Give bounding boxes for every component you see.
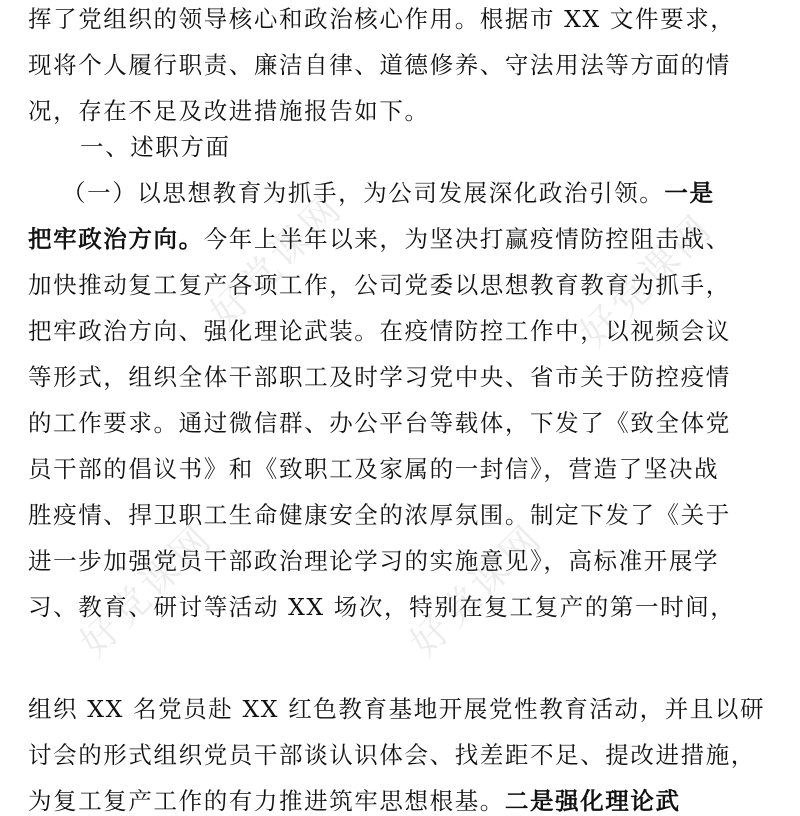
text-line [28,500,778,530]
watermark: 好党课网 [71,515,222,665]
text-line [28,270,778,300]
text-line [28,362,778,392]
line-text: 胜疫情、捍卫职工生命健康安全的浓厚氛围。制定下发了《关于 [28,501,731,529]
text-line [28,592,778,622]
line-text: （一）以思想教育为抓手，为公司发展深化政治引领。 [62,179,665,207]
text-line [28,454,778,484]
line-text: 讨会的形式组织党员干部谈认识体会、找差距不足、提改进措施， [28,741,756,769]
watermark: 好党课网 [401,515,552,665]
text-line [28,408,778,438]
line-text: 现将个人履行职责、廉洁自律、道德修养、守法用法等方面的情 [28,51,731,79]
line-text: 把牢政治方向、强化理论武装。在疫情防控工作中，以视频会议 [28,317,731,345]
text-line [28,546,778,576]
heading-text: 一、述职方面 [80,133,231,161]
text-line [28,4,778,34]
line-text: 习、教育、研讨等活动 XX 场次，特别在复工复产的第一时间， [28,593,736,621]
bold-point-title: 把牢政治方向。 [28,225,204,253]
text-line-cut-off [28,786,778,816]
text-line [28,740,778,770]
line-text: 组织 XX 名党员赴 XX 红色教育基地开展党性教育活动，并且以研 [28,695,766,723]
line-text: 挥了党组织的领导核心和政治核心作用。根据市 XX 文件要求， [28,5,736,33]
text-line [28,316,778,346]
text-line [28,96,778,126]
line-text: 进一步加强党员干部政治理论学习的实施意见》，高标准开展学 [28,547,720,575]
line-text: 员干部的倡议书》和《致职工及家属的一封信》，营造了坚决战 [28,455,720,483]
line-text: 的工作要求。通过微信群、办公平台等载体，下发了《致全体党 [28,409,731,437]
bold-point-label: 二是强化理论武 [504,787,681,815]
line-text: 加快推动复工复产各项工作，公司党委以思想教育教育为抓手， [28,271,731,299]
bold-point-label: 一是 [664,179,715,207]
section-heading [80,132,800,162]
watermark: 好党课网 [201,185,352,335]
line-text: 等形式，组织全体干部职工及时学习党中央、省市关于防控疫情 [28,363,731,391]
text-line [28,224,778,254]
text-line [28,50,778,80]
text-line [28,694,778,724]
line-text: 今年上半年以来，为坚决打赢疫情防控阻击战、 [203,225,731,253]
line-text: 为复工复产工作的有力推进筑牢思想根基。 [28,787,505,815]
line-text: 况，存在不足及改进措施报告如下。 [28,97,430,125]
subsection-heading-line [62,178,800,208]
watermark: 好党课网 [571,205,722,355]
